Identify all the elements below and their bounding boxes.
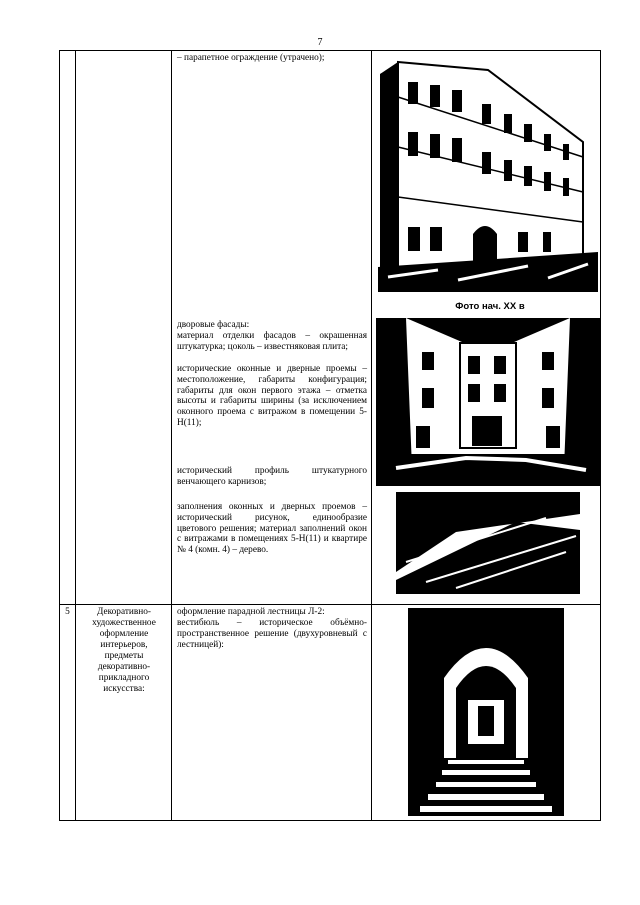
vestibule-item: вестибюль – историческое объёмно-пространственное решение (двухуровневый с лестницей): <box>177 618 367 650</box>
photo-caption: Фото нач. XX в <box>455 301 525 312</box>
courtyard-photo <box>376 318 600 486</box>
cornice-item: исторический профиль штукатурного венчающего карнизов; <box>177 466 367 487</box>
page-number: 7 <box>317 37 323 48</box>
historic-facade-photo <box>378 52 598 298</box>
row-divider <box>59 604 601 605</box>
column-divider <box>171 50 172 821</box>
table-right-border <box>600 50 601 821</box>
column-divider <box>371 50 372 821</box>
vestibule-photo <box>408 608 564 816</box>
category-label: Декоративно-художественное оформление интерьеров, предметы декоративно-прикладного искусства: <box>92 607 156 694</box>
table-left-border <box>59 50 60 821</box>
parapet-item: – парапетное ограждение (утрачено); <box>177 53 325 63</box>
facade-finish-item: материал отделки фасадов – окрашенная штукатурка; цоколь – известняковая плита; <box>177 331 367 352</box>
window-fragment-photo <box>396 492 580 594</box>
courtyard-facades-heading: дворовые фасады: <box>177 320 250 330</box>
fillings-item: заполнения оконных и дверных проемов – исторический рисунок, единообразие цветового решения; материал заполнений окон с витражами в помещениях 5-Н(11) и квартире № 4 (комн. 4) – дерево. <box>177 502 367 556</box>
table-top-border <box>59 50 601 51</box>
row-number: 5 <box>65 607 70 617</box>
table-bottom-border <box>59 820 601 821</box>
stair-decoration-item: оформление парадной лестницы Л-2: <box>177 607 325 617</box>
window-openings-item: исторические оконные и дверные проемы – местоположение, габариты конфигурация; габариты для окон первого этажа – отметка высоты и габариты ширины (за исключением оконного проема с витражом в помещении 5-Н(11); <box>177 364 367 428</box>
column-divider <box>75 50 76 821</box>
